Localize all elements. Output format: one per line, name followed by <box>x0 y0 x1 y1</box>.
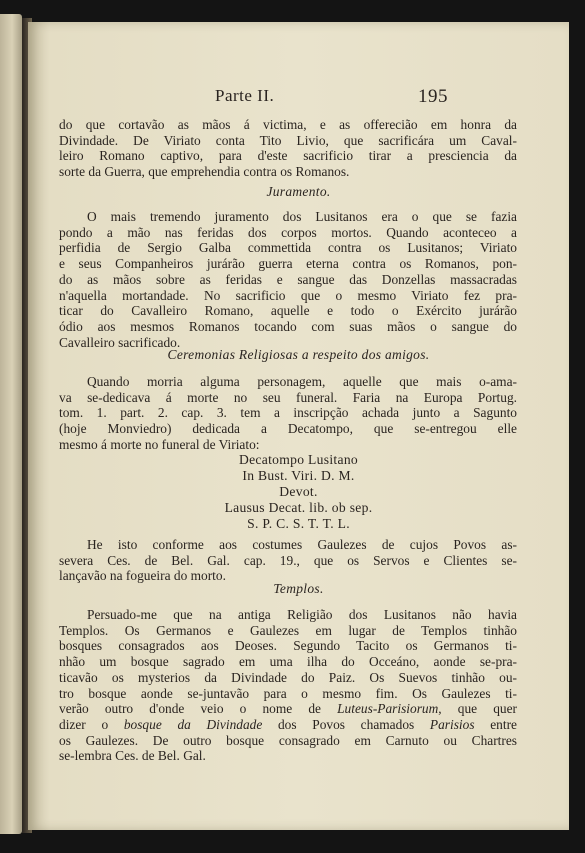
text-line: mesmo á morte no funeral de Viriato: <box>59 436 260 452</box>
text-line: severa Ces. de Bel. Gal. cap. 19., que os Servos e Clientes se- <box>59 552 517 568</box>
text-run: verão outro d'onde veio o nome de <box>59 701 338 717</box>
text-line: e seus Companheiros jurárão guerra eterna contra os Romanos, pon- <box>59 256 517 272</box>
inscription-line: Lausus Decat. lib. ob sep. <box>224 500 373 515</box>
text-line: Cavalleiro sacrificado. <box>59 334 181 350</box>
text-line: (hoje Monviedro) dedicada a Decatompo, que se-entregou elle <box>59 421 517 437</box>
text-line <box>59 717 517 733</box>
italic-term: Parisios <box>429 716 475 732</box>
section-heading-templos: Templos. <box>273 581 324 596</box>
italic-term: Luteus-Parisiorum <box>337 701 439 717</box>
text-line: ticavão os mysterios da Divindade do Paiz. Os Suevos tinhão ou- <box>59 669 517 685</box>
text-line: tro bosque aonde se-juntavão para o mesmo fim. Os Gaulezes ti- <box>59 685 517 701</box>
text-line: pondo a mão nas feridas dos corpos mortos. Quando aconteceo a <box>59 224 517 240</box>
text-line: Divindade. De Viriato conta Tito Livio, que sacrificára um Caval- <box>59 132 517 148</box>
text-line: n'aquella mortandade. No sacrificio que o mesmo Viriato fez pra- <box>59 287 517 303</box>
running-header-title: Parte II. <box>215 86 275 105</box>
text-line <box>59 701 517 717</box>
text-run: entre <box>474 716 518 732</box>
text-line: O mais tremendo juramento dos Lusitanos era o que se fazia <box>87 209 517 224</box>
book-page <box>28 22 569 830</box>
section-heading-ceremonias: Ceremonias Religiosas a respeito dos amigos. <box>167 347 430 362</box>
text-line: ódio aos mesmos Romanos tocando com suas mãos o sangue do <box>59 318 517 334</box>
text-line: sorte da Guerra, que emprehendia contra os Romanos. <box>59 164 350 180</box>
paragraph-ceremonias <box>59 374 517 453</box>
inscription-line: In Bust. Viri. D. M. <box>242 468 355 483</box>
paragraph-templos <box>59 607 517 764</box>
text-line: nhão um bosque sagrado em uma ilha do Occeáno, aonde se-pra- <box>59 654 517 670</box>
text-run: , que quer <box>438 701 518 717</box>
inscription-line: S. P. C. S. T. T. L. <box>247 516 350 531</box>
text-line: os Gaulezes. De outro bosque consagrado em Carnuto ou Chartres <box>59 732 517 748</box>
text-line: tom. 1. part. 2. cap. 3. tem a inscripção achada junto a Sagunto <box>59 405 517 421</box>
text-line: do que cortavão as mãos á victima, e as offerecião em honra da <box>59 117 517 132</box>
text-line: Templos. Os Germanos e Gaulezes em lugar de Templos tinhão <box>59 622 517 638</box>
text-line: ticar do Cavalleiro Romano, aquelle e todo o Exército jurárão <box>59 303 517 319</box>
paragraph-sacrifice <box>59 117 517 180</box>
text-line: leiro Romano captivo, para d'este sacrificio tirar a presciencia da <box>59 148 517 164</box>
inscription-line: Decatompo Lusitano <box>238 452 359 467</box>
text-line: do as mãos sobre as feridas e sangue das Donzellas massacradas <box>59 271 517 287</box>
inscription-line: Devot. <box>279 484 318 499</box>
text-line: se-lembra Ces. de Bel. Gal. <box>59 748 206 764</box>
text-line: Persuado-me que na antiga Religião dos Lusitanos não havia <box>87 607 517 622</box>
page-number: 195 <box>418 86 448 107</box>
section-heading-juramento: Juramento. <box>266 184 331 199</box>
text-line: Quando morria alguma personagem, aquelle que mais o-ama- <box>87 374 517 389</box>
text-line: perfidia de Sergio Galba commettida contra os Lusitanos; Viriato <box>59 240 517 256</box>
italic-term: bosque da Divindade <box>123 716 263 732</box>
text-run: dizer o <box>59 716 124 732</box>
text-line: lançavão na fogueira do morto. <box>59 568 226 584</box>
page-text <box>28 22 569 830</box>
text-line: va se-dedicava á morte no seu funeral. Faria na Europa Portug. <box>59 389 517 405</box>
paragraph-juramento <box>59 209 517 350</box>
text-line: bosques consagrados aos Deoses. Segundo Tacito os Germanos ti- <box>59 638 517 654</box>
paragraph-gaulezes <box>59 537 517 584</box>
left-page-edge <box>0 14 22 834</box>
text-run: dos Povos chamados <box>262 716 430 732</box>
text-line: He isto conforme aos costumes Gaulezes de cujos Povos as- <box>87 537 517 552</box>
